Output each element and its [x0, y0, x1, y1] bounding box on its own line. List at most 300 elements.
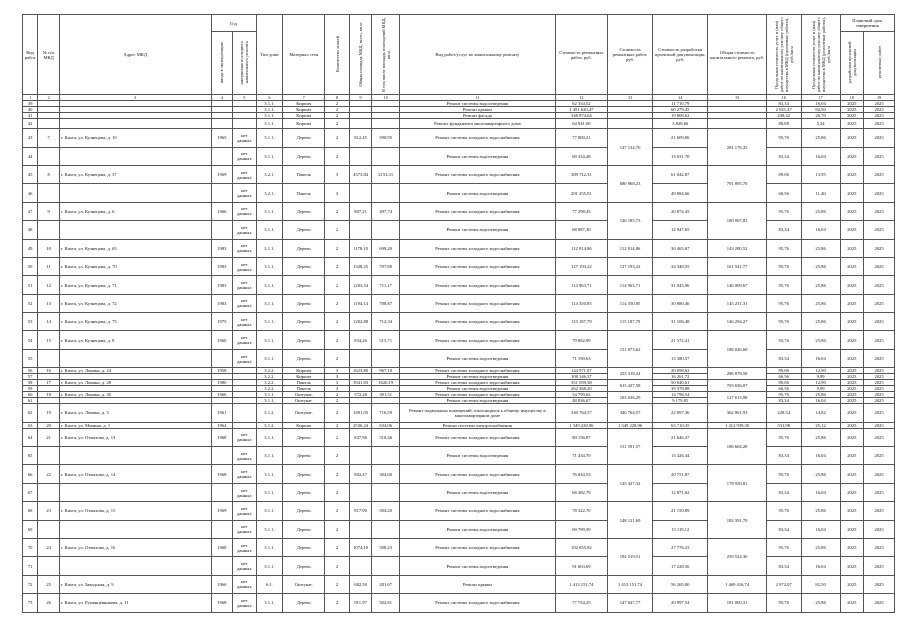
year-built-cell: 1965 — [211, 129, 233, 147]
header-floors-text: Количество этажей — [334, 36, 340, 72]
design-cost-cell: 11 710,79 — [653, 101, 708, 107]
year-built-cell: 1983 — [211, 294, 233, 312]
repair-cost-cell: 76 844,53 — [555, 465, 607, 483]
repair-cost-cell: 68 887,30 — [555, 221, 607, 239]
header-year-last-repair-text: завершения последнего капитального ремонта — [239, 40, 250, 85]
premises-area-cell: 712,34 — [372, 313, 400, 331]
header-year-group: Год — [211, 15, 256, 32]
mkd-number-cell: 23 — [38, 502, 60, 520]
limit-repair-cell: 25,86 — [801, 465, 840, 483]
repair-cost-cell: 389 712,31 — [555, 165, 607, 183]
address-cell: г. Кяхта, ул. Отмахова, д. 14 — [59, 465, 211, 483]
total-cost-cell: 186 664,28 — [708, 428, 766, 465]
limit-design-cell: 83,34 — [766, 398, 801, 404]
deadline-design-cell: 2025 — [840, 594, 864, 612]
column-number-cell: 19 — [864, 95, 895, 101]
house-type-cell: 3.1.1. — [256, 257, 283, 275]
repair-cost-cell: 77 298,43 — [555, 202, 607, 220]
total-area-cell — [349, 557, 372, 575]
house-type-cell: 3.1.1. — [256, 101, 283, 107]
year-last-repair-cell: нет данных — [233, 147, 257, 165]
address-cell: г. Кяхта, ул. Отмахова, д. 13 — [59, 428, 211, 446]
mkd-number-cell — [38, 557, 60, 575]
house-type-cell: 3.1.1. — [256, 539, 283, 557]
house-type-cell: 3.1.1. — [256, 594, 283, 612]
house-type-cell: 3.1.1. — [256, 147, 283, 165]
limit-repair-cell: 25,86 — [801, 392, 840, 398]
total-area-cell — [349, 147, 372, 165]
limit-design-cell: 95,76 — [766, 539, 801, 557]
column-number-cell: 6 — [256, 95, 283, 101]
year-last-repair-cell: нет данных — [233, 239, 257, 257]
work-kind-cell: Ремонт фасада — [400, 113, 556, 119]
total-cost-cell — [708, 119, 766, 129]
design-cost-cell: 22 097,36 — [653, 404, 708, 422]
limit-repair-cell: 16,04 — [801, 520, 840, 538]
total-cost-cell: 239 524,30 — [708, 539, 766, 576]
address-cell — [59, 483, 211, 501]
header-total-cost: Общая стоимость капитального ремонта, руб. — [708, 15, 766, 95]
wall-material-cell: Дерево — [283, 520, 325, 538]
design-cost-cell: 30 880,46 — [653, 294, 708, 312]
deadline-design-cell: 2025 — [840, 276, 864, 294]
row-number-cell: 73 — [23, 594, 38, 612]
repair-cost-total-cell: 148 121,69 — [608, 502, 653, 539]
year-last-repair-cell: нет данных — [233, 202, 257, 220]
deadline-design-cell: 2025 — [840, 465, 864, 483]
row-number-cell: 39 — [23, 101, 38, 107]
limit-repair-cell: 16,04 — [801, 221, 840, 239]
year-last-repair-cell: нет данных — [233, 257, 257, 275]
house-type-cell: 3.1.1. — [256, 447, 283, 465]
house-type-cell: 3.1.1. — [256, 276, 283, 294]
header-limit-repair — [801, 15, 840, 95]
work-kind-cell: Ремонт системы холодного водоснабжения — [400, 257, 556, 275]
deadline-design-cell: 2025 — [840, 129, 864, 147]
floors-cell: 2 — [325, 594, 350, 612]
limit-repair-cell: 12,90 — [801, 380, 840, 386]
repair-cost-cell: 340 764,57 — [555, 404, 607, 422]
total-cost-cell: 362 861,93 — [708, 404, 766, 422]
floors-cell: 2 — [325, 202, 350, 220]
mkd-number-cell: 15 — [38, 331, 60, 349]
mkd-number-cell: 16 — [38, 368, 60, 374]
wall-material-cell: Дерево — [283, 502, 325, 520]
work-kind-cell: Ремонт системы холодного водоснабжения — [400, 392, 556, 398]
deadline-design-cell: 2025 — [840, 368, 864, 374]
limit-design-cell: 83,34 — [766, 349, 801, 367]
year-built-cell — [211, 483, 233, 501]
house-type-cell: 3.1.1. — [256, 129, 283, 147]
floors-cell: 2 — [325, 221, 350, 239]
deadline-design-cell: 2025 — [840, 165, 864, 183]
design-cost-cell: 14 798,54 — [653, 392, 708, 398]
total-area-cell: 1178,10 — [349, 239, 372, 257]
premises-area-cell: 515,71 — [372, 331, 400, 349]
floors-cell: 2 — [325, 422, 350, 428]
row-number-cell: 51 — [23, 276, 38, 294]
house-type-cell: 3.2.2. — [256, 380, 283, 386]
premises-area-cell: 508,23 — [372, 539, 400, 557]
repair-cost-total-cell: 146 185,73 — [608, 202, 653, 239]
premises-area-cell: 967,10 — [372, 368, 400, 374]
total-area-cell: 1202,88 — [349, 313, 372, 331]
limit-design-cell: 66,56 — [766, 184, 801, 202]
premises-area-cell: 518,46 — [372, 428, 400, 446]
work-kind-cell: Ремонт системы водоотведения — [400, 557, 556, 575]
design-cost-cell: 20 098,62 — [653, 368, 708, 374]
floors-cell: 2 — [325, 147, 350, 165]
row-number-cell: 61 — [23, 398, 38, 404]
work-kind-cell: Ремонт системы электроснабжения — [400, 422, 556, 428]
table-row — [23, 294, 895, 312]
design-cost-cell: 27 776,23 — [653, 539, 708, 557]
column-number-cell: 4 — [211, 95, 233, 101]
address-cell: г. Кяхта, ул. Ленина, д. 24 — [59, 368, 211, 374]
repair-cost-cell: 62 354,52 — [555, 101, 607, 107]
address-cell — [59, 119, 211, 129]
deadline-repair-cell: 2025 — [864, 368, 895, 374]
year-built-cell: 1966 — [211, 575, 233, 593]
limit-design-cell: 95,76 — [766, 129, 801, 147]
wall-material-cell: Дерево — [283, 129, 325, 147]
deadline-repair-cell: 2025 — [864, 575, 895, 593]
table-body — [23, 101, 895, 613]
limit-repair-cell: 16,04 — [801, 101, 840, 107]
house-type-cell: 3.1.1. — [256, 557, 283, 575]
row-number-cell: 69 — [23, 520, 38, 538]
mkd-number-cell: 7 — [38, 129, 60, 147]
row-number-cell: 58 — [23, 380, 38, 386]
limit-repair-cell: 25,86 — [801, 331, 840, 349]
year-built-cell: 1969 — [211, 502, 233, 520]
premises-area-cell: 711,17 — [372, 276, 400, 294]
year-built-cell: 1960 — [211, 331, 233, 349]
floors-cell: 3 — [325, 368, 350, 374]
repair-cost-cell: 108 346,37 — [555, 374, 607, 380]
deadline-repair-cell: 2025 — [864, 428, 895, 446]
limit-repair-cell: 25,86 — [801, 313, 840, 331]
premises-area-cell — [372, 184, 400, 202]
wall-material-cell: Оштукат. — [283, 398, 325, 404]
work-kind-cell: Ремонт системы холодного водоснабжения — [400, 428, 556, 446]
wall-material-cell: Дерево — [283, 594, 325, 612]
repair-cost-total-cell: 112 814,86 — [608, 239, 653, 257]
floors-cell: 2 — [325, 313, 350, 331]
table-row — [23, 129, 895, 147]
header-deadline-design-text: разработки проектной документации — [846, 41, 857, 84]
total-area-cell — [349, 520, 372, 538]
house-type-cell: 3.1.1. — [256, 502, 283, 520]
wall-material-cell: Дерево — [283, 202, 325, 220]
header-year-commissioned — [211, 32, 233, 95]
work-kind-cell: Ремонт системы холодного водоснабжения — [400, 165, 556, 183]
year-last-repair-cell: нет данных — [233, 594, 257, 612]
design-cost-cell: 31 106,48 — [653, 313, 708, 331]
header-total-area-text: Общая площадь МКД, всего, кв.м. — [358, 21, 364, 87]
address-cell — [59, 447, 211, 465]
house-type-cell: 3.1.1. — [256, 113, 283, 119]
row-number-cell: 56 — [23, 368, 38, 374]
deadline-design-cell: 2025 — [840, 428, 864, 446]
total-cost-cell: 127 613,98 — [708, 392, 766, 404]
row-number-cell: 55 — [23, 349, 38, 367]
limit-repair-cell: 16,04 — [801, 398, 840, 404]
header-deadline-repair-text: ремонтных работ — [876, 46, 882, 79]
wall-material-cell: Дерево — [283, 539, 325, 557]
limit-design-cell: 95,76 — [766, 502, 801, 520]
header-design-cost: Стоимость разработки проектной документации, руб. — [653, 15, 708, 95]
wall-material-cell: Кирпич — [283, 107, 325, 113]
address-cell — [59, 184, 211, 202]
design-cost-cell: 16 261,72 — [653, 374, 708, 380]
column-number-cell: 15 — [708, 95, 766, 101]
year-last-repair-cell: нет данных — [233, 447, 257, 465]
header-repair-cost-total: Стоимость ремонтных работ, руб. — [608, 15, 653, 95]
total-cost-cell: 146 294,27 — [708, 313, 766, 331]
work-kind-cell: Ремонт системы водоотведения — [400, 349, 556, 367]
repair-cost-cell: 68 482,79 — [555, 483, 607, 501]
total-area-cell — [349, 447, 372, 465]
limit-design-cell: 83,34 — [766, 147, 801, 165]
repair-cost-cell: 112 814,86 — [555, 239, 607, 257]
work-kind-cell: Ремонт системы водоотведения — [400, 147, 556, 165]
limit-repair-cell: 25,86 — [801, 276, 840, 294]
year-built-cell: 1968 — [211, 465, 233, 483]
repair-cost-cell: 69 334,48 — [555, 147, 607, 165]
deadline-repair-cell: 2025 — [864, 331, 895, 349]
design-cost-cell: 13 031,70 — [653, 147, 708, 165]
deadline-design-cell: 2025 — [840, 502, 864, 520]
design-cost-cell: 9 179,05 — [653, 398, 708, 404]
house-type-cell: 3.2.1. — [256, 165, 283, 183]
deadline-repair-cell: 2025 — [864, 374, 895, 380]
limit-design-cell: 438,42 — [766, 113, 801, 119]
premises-area-cell — [372, 119, 400, 129]
limit-design-cell: 89,06 — [766, 368, 801, 374]
year-last-repair-cell — [233, 119, 257, 129]
work-kind-cell: Ремонт системы холодного водоснабжения — [400, 380, 556, 386]
house-type-cell: 3.1.1. — [256, 119, 283, 129]
mkd-number-cell — [38, 349, 60, 367]
deadline-repair-cell: 2025 — [864, 447, 895, 465]
repair-cost-cell: 348 874,64 — [555, 113, 607, 119]
limit-design-cell: 83,34 — [766, 483, 801, 501]
design-cost-cell: 34 348,55 — [653, 257, 708, 275]
address-cell: г. Кяхта, ул. Отмахова, д. 15 — [59, 502, 211, 520]
deadline-repair-cell: 2025 — [864, 404, 895, 422]
deadline-repair-cell: 2025 — [864, 386, 895, 392]
total-area-cell — [349, 349, 372, 367]
row-number-cell: 53 — [23, 313, 38, 331]
house-type-cell: 3.2.2. — [256, 386, 283, 392]
floors-cell: 2 — [325, 428, 350, 446]
design-cost-cell: 17 228,56 — [653, 557, 708, 575]
year-built-cell — [211, 221, 233, 239]
floors-cell: 2 — [325, 404, 350, 422]
premises-area-cell: 590,95 — [372, 129, 400, 147]
limit-design-cell: 95,76 — [766, 465, 801, 483]
year-last-repair-cell: нет данных — [233, 276, 257, 294]
repair-cost-total-cell: 151 591,57 — [608, 428, 653, 465]
repair-cost-cell: 64 941,06 — [555, 119, 607, 129]
repair-cost-cell: 144 971,87 — [555, 368, 607, 374]
limit-repair-cell: 25,86 — [801, 239, 840, 257]
premises-area-cell — [372, 557, 400, 575]
work-kind-cell: Ремонт системы холодного водоснабжения — [400, 502, 556, 520]
deadline-design-cell: 2025 — [840, 539, 864, 557]
total-area-cell: 1623,80 — [349, 368, 372, 374]
mkd-number-cell — [38, 119, 60, 129]
wall-material-cell: Кирпич — [283, 113, 325, 119]
row-number-cell: 41 — [23, 113, 38, 119]
wall-material-cell: Панель — [283, 380, 325, 386]
total-cost-cell: 145 231,31 — [708, 294, 766, 312]
repair-cost-total-cell: 114 963,71 — [608, 276, 653, 294]
premises-area-cell: 708,87 — [372, 294, 400, 312]
header-year-commissioned-text: ввода в эксплуатацию — [219, 42, 225, 83]
header-planned-deadline: Плановый срок завершения — [840, 15, 894, 32]
address-cell: г. Кяхта, ул. Румянцевникова, д. 11 — [59, 594, 211, 612]
house-type-cell: 3.2.2. — [256, 374, 283, 380]
total-area-cell: 811,97 — [349, 594, 372, 612]
deadline-design-cell: 2025 — [840, 404, 864, 422]
limit-repair-cell: 9,99 — [801, 374, 840, 380]
row-number-cell: 40 — [23, 107, 38, 113]
floors-cell: 2 — [325, 129, 350, 147]
limit-design-cell: 89,06 — [766, 380, 801, 386]
limit-design-cell: 95,76 — [766, 428, 801, 446]
work-kind-cell: Ремонт системы холодного водоснабжения — [400, 313, 556, 331]
row-number-cell: 64 — [23, 428, 38, 446]
wall-material-cell: Дерево — [283, 294, 325, 312]
year-built-cell: 1966 — [211, 202, 233, 220]
wall-material-cell: Дерево — [283, 483, 325, 501]
limit-repair-cell: 16,04 — [801, 349, 840, 367]
total-area-cell: 682,50 — [349, 575, 372, 593]
address-cell: г. Кяхта, ул. Кузнецова, д. 70 — [59, 257, 211, 275]
mkd-number-cell — [38, 184, 60, 202]
deadline-design-cell: 2025 — [840, 113, 864, 119]
house-type-cell: 3.1.1. — [256, 107, 283, 113]
repair-cost-total-cell: 145 327,32 — [608, 465, 653, 502]
year-last-repair-cell: нет данных — [233, 349, 257, 367]
row-number-cell: 45 — [23, 165, 38, 183]
floors-cell: 2 — [325, 107, 350, 113]
floors-cell: 3 — [325, 386, 350, 392]
year-built-cell — [211, 119, 233, 129]
year-built-cell: 1968 — [211, 539, 233, 557]
address-cell: г. Кяхта, ул. Ленина, д. 28 — [59, 380, 211, 386]
work-kind-cell: Ремонт системы водоотведения — [400, 386, 556, 392]
house-type-cell: 3.1.1. — [256, 294, 283, 312]
table-row — [23, 202, 895, 220]
floors-cell: 2 — [325, 557, 350, 575]
header-floors — [325, 15, 350, 95]
repair-cost-total-cell: 253 318,24 — [608, 368, 653, 380]
table-row — [23, 257, 895, 275]
floors-cell: 3 — [325, 165, 350, 183]
year-last-repair-cell: нет данных — [233, 557, 257, 575]
total-area-cell: 3941,83 — [349, 380, 372, 386]
limit-repair-cell: 16,04 — [801, 147, 840, 165]
design-cost-cell: 12 947,65 — [653, 221, 708, 239]
wall-material-cell: Дерево — [283, 331, 325, 349]
row-number-cell: 63 — [23, 422, 38, 428]
work-kind-cell: Ремонт системы холодного водоснабжения — [400, 594, 556, 612]
year-last-repair-cell: нет данных — [233, 165, 257, 183]
table-row — [23, 539, 895, 557]
deadline-repair-cell: 2025 — [864, 502, 895, 520]
deadline-design-cell: 2023 — [840, 374, 864, 380]
repair-cost-cell: 77 800,21 — [555, 129, 607, 147]
work-kind-cell: Ремонт системы холодного водоснабжения — [400, 539, 556, 557]
mkd-number-cell: 20 — [38, 422, 60, 428]
limit-design-cell: 83,34 — [766, 447, 801, 465]
design-cost-cell: 20 874,45 — [653, 202, 708, 220]
wall-material-cell: Оштукат. — [283, 575, 325, 593]
header-limit-repair-text: Предельная стоимость услуг и (или) работ по капитальному ремонту общего имущества в МКД (ремонтные работы), руб./кв.м — [810, 16, 831, 92]
deadline-repair-cell: 2025 — [864, 380, 895, 386]
deadline-repair-cell: 2025 — [864, 202, 895, 220]
deadline-design-cell: 2025 — [840, 575, 864, 593]
year-built-cell — [211, 557, 233, 575]
limit-repair-cell: 16,04 — [801, 483, 840, 501]
column-number-cell: 2 — [38, 95, 60, 101]
table-row — [23, 502, 895, 520]
floors-cell: 3 — [325, 184, 350, 202]
header-mkd-number: № п/п МКД — [38, 15, 60, 95]
table-row — [23, 575, 895, 593]
limit-design-cell: 95,76 — [766, 392, 801, 398]
row-number-cell: 49 — [23, 239, 38, 257]
limit-design-cell: 95,76 — [766, 594, 801, 612]
limit-design-cell: 95,76 — [766, 313, 801, 331]
house-type-cell: 6.1. — [256, 575, 283, 593]
premises-area-cell: 716,59 — [372, 404, 400, 422]
deadline-design-cell: 2025 — [840, 557, 864, 575]
repair-cost-cell: 127 193,22 — [555, 257, 607, 275]
table-row — [23, 428, 895, 446]
wall-material-cell: Кирпич — [283, 422, 325, 428]
limit-repair-cell: 25,12 — [801, 422, 840, 428]
deadline-repair-cell: 2025 — [864, 520, 895, 538]
table-row — [23, 331, 895, 349]
deadline-repair-cell: 2025 — [864, 392, 895, 398]
column-number-cell: 5 — [233, 95, 257, 101]
row-number-cell: 72 — [23, 575, 38, 593]
work-kind-cell: Ремонт системы холодного водоснабжения — [400, 465, 556, 483]
wall-material-cell: Дерево — [283, 257, 325, 275]
house-type-cell: 3.1.1. — [256, 221, 283, 239]
limit-design-cell: 95,76 — [766, 239, 801, 257]
work-kind-cell: Ремонт системы холодного водоснабжения — [400, 129, 556, 147]
deadline-design-cell: 2025 — [840, 398, 864, 404]
row-number-cell: 60 — [23, 392, 38, 398]
address-cell — [59, 557, 211, 575]
year-built-cell: 1958 — [211, 368, 233, 374]
wall-material-cell: Дерево — [283, 313, 325, 331]
column-number-cell: 3 — [59, 95, 211, 101]
table-row — [23, 465, 895, 483]
deadline-design-cell: 2025 — [840, 483, 864, 501]
total-cost-cell: 703 656,07 — [708, 380, 766, 392]
premises-area-cell — [372, 221, 400, 239]
deadline-repair-cell: 2025 — [864, 165, 895, 183]
address-cell: г. Кяхта, ул. Кузнецова, д. 10 — [59, 129, 211, 147]
design-cost-cell: 13 426,44 — [653, 447, 708, 465]
header-wall-material: Материал стен — [283, 15, 325, 95]
